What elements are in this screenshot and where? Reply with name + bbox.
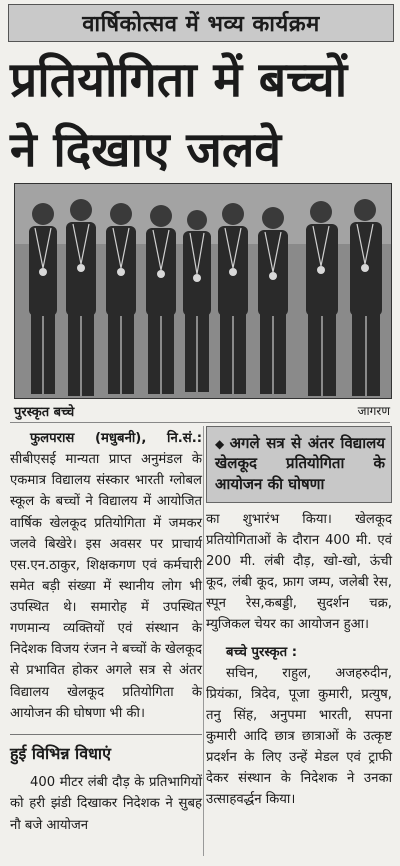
- article-paragraph: 400 मीटर लंबी दौड़ के प्रतिभागियों को हरी झंडी दिखाकर निदेशक ने सुबह नौ बजे आयोजन: [10, 775, 202, 833]
- group-photo-illustration: [15, 184, 391, 398]
- photo-caption: पुरस्कृत बच्चे: [14, 405, 75, 420]
- highlight-box: [206, 426, 392, 503]
- article-paragraph: का शुभारंभ किया। खेलकूद प्रतियोगिताओं के दौरान 400 मी. एवं 200 मी. लंबी दौड़, खो-खो, ऊंची कूद, लंबी कूद, फ्राग जम्प, जलेबी रेस, स्पून रेस,कबड्डी, सुदर्शन चक्र, म्युजिकल चेयर का आयोजन हुआ।: [206, 511, 392, 633]
- headline-line-1: प्रतियोगिता में बच्चों: [10, 52, 348, 108]
- subheading: हुई विभिन्न विधाएं: [10, 734, 202, 767]
- divider: [10, 422, 390, 423]
- diamond-bullet-icon: ◆: [215, 437, 226, 451]
- group-photo: [14, 183, 392, 399]
- headline-line-2: ने दिखाए जलवे: [10, 122, 282, 178]
- kicker-banner: [8, 4, 394, 42]
- article-paragraph: [10, 428, 202, 724]
- article-column-left: [10, 428, 202, 836]
- kicker-text: वार्षिकोत्सव में भव्य कार्यक्रम: [82, 12, 320, 37]
- dateline: फुलपरास (मधुबनी), नि.सं.:: [30, 431, 202, 446]
- column-divider: [203, 426, 204, 856]
- article-paragraph: सचिन, राहुल, अजहरुदीन, प्रियंका, त्रिदेव, पूजा कुमारी, प्रत्युष, तनु सिंह, अनुपमा भारती, सपना कुमारी आदि छात्र छात्राओं के उत्कृष्ट प्रदर्शन के लिए उन्हें मेडल एवं ट्राफी देकर संस्थान के निदेशक ने उनका उत्साहवर्द्धन किया।: [206, 665, 392, 808]
- article-column-right: [206, 426, 392, 811]
- article-text: सीबीएसई मान्यता प्राप्त अनुमंडल के एकमात्र विद्यालय संस्कार भारती ग्लोबल स्कूल के बच्चों ने विद्यालय में आयोजित वार्षिक खेलकूद प्रतियोगिता में जमकर जलवे बिखेरे। इस अवसर पर प्राचार्य एस.एन.ठाकुर, शिक्षकगण एवं कर्मचारी समेत बड़ी संख्या में स्थानीय लोग भी उपस्थित थे। समारोह में उपस्थित गणमान्य व्यक्तियों एवं संस्थान के निदेशक विजय रंजन ने बच्चों के खेलकूद से प्रभावित होकर अगले सत्र से अंतर विद्यालय खेलकूद प्रतियोगिता के आयोजन की घोषणा भी की।: [10, 452, 202, 721]
- winners-heading: बच्चे पुरस्कृत :: [226, 644, 297, 660]
- highlight-text: अगले सत्र से अंतर विद्यालय खेलकूद प्रतियोगिता के आयोजन की घोषणा: [215, 434, 385, 493]
- photo-credit: जागरण: [357, 404, 390, 418]
